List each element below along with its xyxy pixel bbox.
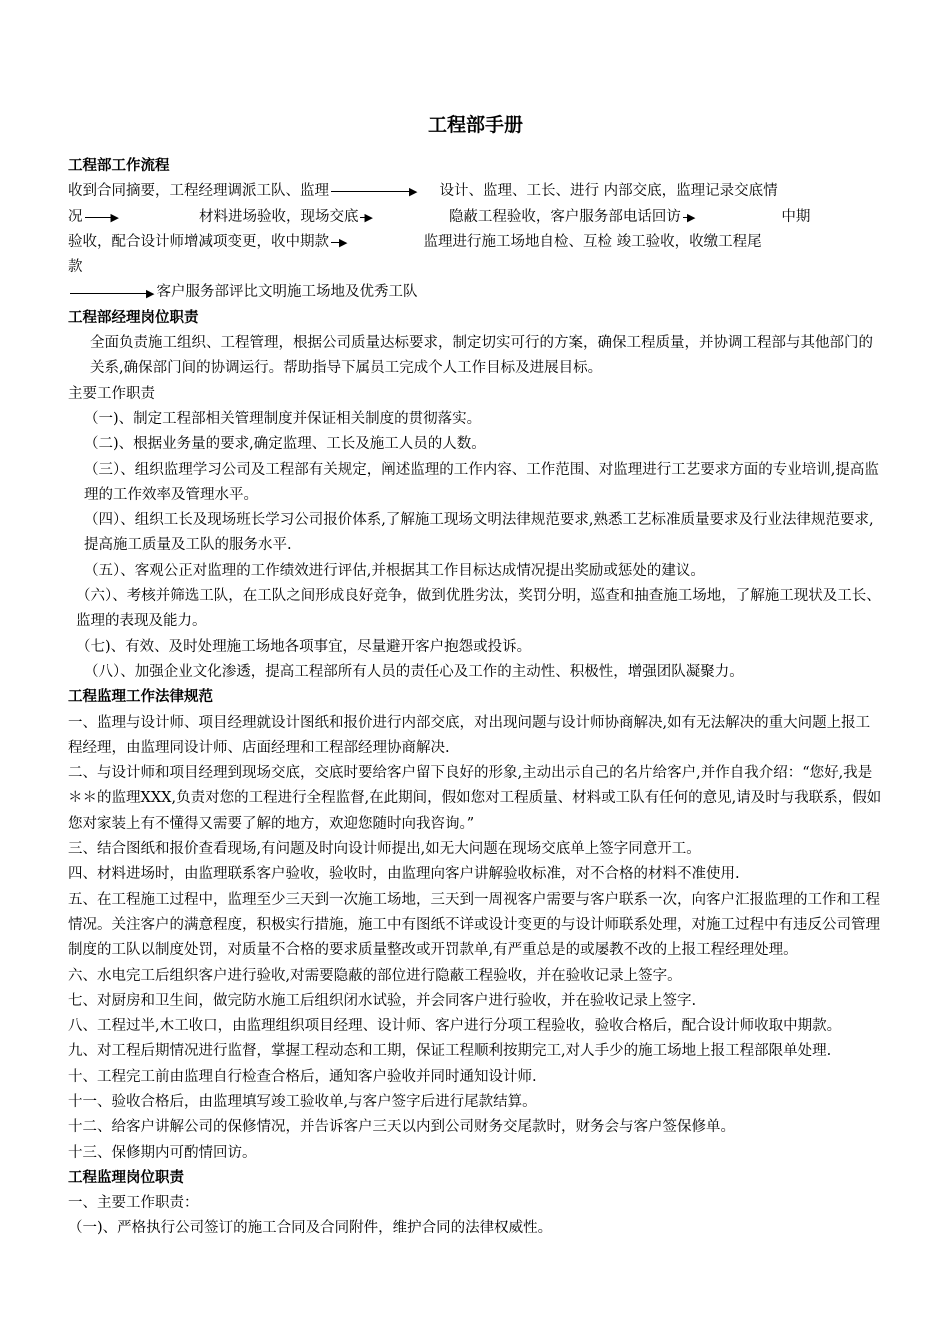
flow-step: 客户服务部评比文明施工场地及优秀工队 bbox=[156, 284, 418, 301]
rule-item: 十、工程完工前由监理自行检查合格后，通知客户验收并同时通知设计师. bbox=[68, 1068, 537, 1085]
rule-item: 一、监理与设计师、项目经理就设计图纸和报价进行内部交底，对出现问题与设计师协商解决,如有无法解决的重大问题上报工程经理，由监理同设计师、店面经理和工程部经理协商解决. bbox=[68, 714, 871, 756]
duty-item: （三）、组织监理学习公司及工程部有关规定，阐述监理的工作内容、工作范围、对监理进行工艺要求方面的专业培训,提高监理的工作效率及管理水平。 bbox=[84, 461, 879, 503]
flow-step: 验收，配合设计师增减项变更，收中期款 bbox=[68, 233, 329, 250]
flow-line-5 bbox=[68, 280, 883, 305]
duty-item: （一)、制定工程部相关管理制度并保证相关制度的贯彻落实。 bbox=[84, 410, 482, 427]
flow-step: 收到合同摘要，工程经理调派工队、监理 bbox=[68, 183, 329, 200]
rule-item: 十三、保修期内可酌情回访。 bbox=[68, 1144, 257, 1161]
arrow-right-icon: ▶ bbox=[331, 186, 417, 197]
rule-item: 三、结合图纸和报价查看现场,有问题及时向设计师提出,如无大问题在现场交底单上签字同意开工。 bbox=[68, 841, 701, 858]
rule-item: 十一、验收合格后，由监理填写竣工验收单,与客户签字后进行尾款结算。 bbox=[68, 1093, 537, 1110]
flow-line-3 bbox=[68, 230, 883, 255]
arrow-right-icon: ▶ bbox=[360, 212, 372, 223]
flow-line-4 bbox=[68, 255, 883, 280]
rule-item: 二、与设计师和项目经理到现场交底，交底时要给客户留下良好的形象,主动出示自己的名片给客户,并作自我介绍：“您好,我是＊＊的监理XXX,负责对您的工程进行全程监督,在此期间，假如您对工程质量、材料或工队有任何的意见,请及时与我联系，假如您对家装上有不懂得又需要了解的地方，欢迎您随时向我咨询。” bbox=[68, 765, 882, 832]
section-heading-manager: 工程部经理岗位职责 bbox=[68, 309, 199, 326]
arrow-right-icon: ▶ bbox=[683, 212, 695, 223]
arrow-right-icon: ▶ bbox=[331, 237, 347, 248]
document-title: 工程部手册 bbox=[427, 114, 523, 136]
paragraph: 全面负责施工组织、工程管理，根据公司质量达标要求，制定切实可行的方案，确保工程质量，并协调工程部与其他部门的关系,确保部门间的协调运行。帮助指导下属员工完成个人工作目标及进展目标。 bbox=[90, 335, 873, 377]
flow-line-1 bbox=[68, 179, 883, 204]
section-heading-rules: 工程监理工作法律规范 bbox=[68, 689, 213, 706]
rule-item: 八、工程过半,木工收口，由监理组织项目经理、设计师、客户进行分项工程验收，验收合格后，配合设计师收取中期款。 bbox=[68, 1018, 842, 1035]
rule-item: 四、材料进场时，由监理联系客户验收，验收时，由监理向客户讲解验收标准，对不合格的材料不准使用. bbox=[68, 866, 740, 883]
flow-line-2 bbox=[68, 205, 883, 230]
rule-item: 五、在工程施工过程中，监理至少三天到一次施工场地，三天到一周视客户需要与客户联系一次，向客户汇报监理的工作和工程情况。关注客户的满意程度，积极实行措施，施工中有图纸不详或设计变更的与设计师联系处理，对施工过程中有违反公司管理制度的工队以制度处罚，对质量不合格的要求质量整改或开罚款单,有严重总是的或屡教不改的上报工程经理处理。 bbox=[68, 891, 880, 959]
flow-step: 监理进行施工场地自检、互检 竣工验收，收缴工程尾 bbox=[423, 233, 762, 250]
flow-step: 况 bbox=[68, 208, 83, 225]
section-heading-supervisor: 工程监理岗位职责 bbox=[68, 1169, 184, 1186]
duty-item: （五）、客观公正对监理的工作绩效进行评估,并根据其工作目标达成情况提出奖励或惩处的建议。 bbox=[84, 562, 705, 579]
workflow-block bbox=[68, 179, 883, 305]
paragraph: 一、主要工作职责： bbox=[68, 1195, 199, 1212]
flow-step: 材料进场验收，现场交底 bbox=[198, 208, 359, 225]
flow-step: 中期 bbox=[781, 208, 811, 225]
duty-item: （七)、有效、及时处理施工场地各项事宜，尽量避开客户抱怨或投诉。 bbox=[76, 638, 532, 655]
arrow-right-icon: ▶ bbox=[70, 288, 154, 299]
flow-step: 款 bbox=[68, 259, 83, 276]
flow-step: 隐蔽工程验收，客户服务部电话回访 bbox=[448, 208, 681, 225]
duty-item: （六）、考核并筛选工队，在工队之间形成良好竞争，做到优胜劣汰，奖罚分明，巡查和抽查施工场地，了解施工现状及工长、监理的表现及能力。 bbox=[76, 588, 881, 630]
rule-item: 九、对工程后期情况进行监督，掌握工程动态和工期，保证工程顺利按期完工,对人手少的施工场地上报工程部限单处理. bbox=[68, 1043, 832, 1060]
rule-item: 十二、给客户讲解公司的保修情况，并告诉客户三天以内到公司财务交尾款时，财务会与客户签保修单。 bbox=[68, 1119, 735, 1136]
rule-item: 六、水电完工后组织客户进行验收,对需要隐蔽的部位进行隐蔽工程验收，并在验收记录上签字。 bbox=[68, 967, 682, 984]
duty-item: （八）、加强企业文化渗透，提高工程部所有人员的责任心及工作的主动性、积极性，增强团队凝聚力。 bbox=[84, 663, 744, 680]
arrow-right-icon: ▶ bbox=[85, 212, 119, 223]
duty-item: （一)、严格执行公司签订的施工合同及合同附件，维护合同的法律权威性。 bbox=[68, 1220, 553, 1237]
duty-item: （二)、根据业务量的要求,确定监理、工长及施工人员的人数。 bbox=[84, 436, 486, 453]
section-heading-workflow: 工程部工作流程 bbox=[68, 158, 170, 174]
rule-item: 七、对厨房和卫生间，做完防水施工后组织闭水试验，并会同客户进行验收，并在验收记录上签字. bbox=[68, 992, 697, 1009]
document-page bbox=[68, 108, 883, 1242]
duty-item: （四）、组织工长及现场班长学习公司报价体系,了解施工现场文明法律规范要求,熟悉工艺标准质量要求及行业法律规范要求,提高施工质量及工队的服务水平. bbox=[84, 512, 874, 554]
flow-step: 设计、监理、工长、进行 内部交底，监理记录交底情 bbox=[439, 183, 778, 200]
subheading: 主要工作职责 bbox=[68, 385, 155, 402]
